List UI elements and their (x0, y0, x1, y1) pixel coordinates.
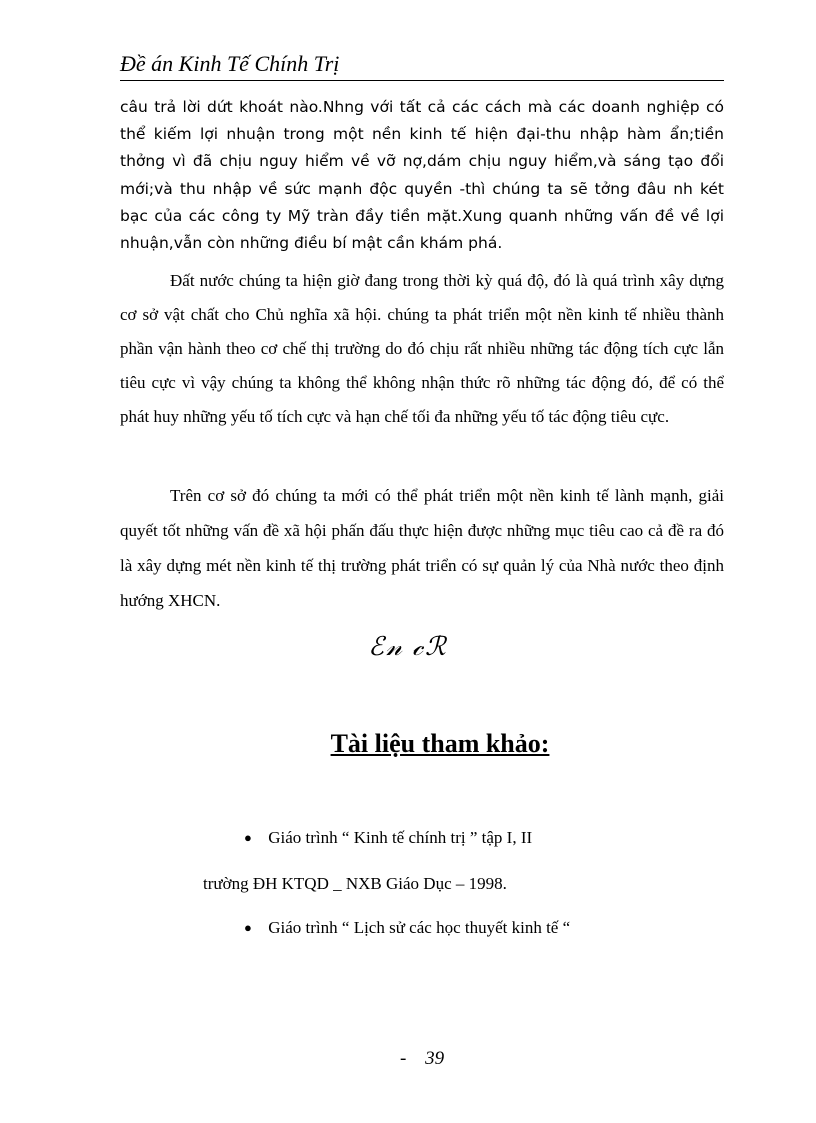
reference-item-2 (244, 916, 570, 940)
paragraph-2: Đất nước chúng ta hiện giờ đang trong thời kỳ quá độ, đó là quá trình xây dựng cơ sở vật chất cho Chủ nghĩa xã hội. chúng ta phát triển một nền kinh tế nhiều thành phần vận hành theo cơ chế thị trường do đó chịu rất nhiều những tác động tích cực lẫn tiêu cực vì vậy chúng ta không thể không nhận thức rõ những tác động đó, để có thể phát huy những yếu tố tích cực và hạn chế tối đa những yếu tố tác động tiêu cực. (120, 271, 724, 426)
header-title: Đề án Kinh Tế Chính Trị (120, 51, 340, 76)
paragraph-3: Trên cơ sở đó chúng ta mới có thể phát triển một nền kinh tế lành mạnh, giải quyết tốt những vấn đề xã hội phấn đấu thực hiện được những mục tiêu cao cả đề ra đó là xây dựng mét nền kinh tế thị trường phát triển có sự quản lý của Nhà nước theo định hướng XHCN. (120, 486, 724, 610)
bullet-icon: ● (244, 920, 252, 935)
ornament-divider: ℰ𝓃 𝒸ℛ (368, 632, 448, 661)
reference-2-title: Giáo trình “ Lịch sử các học thuyết kinh tế “ (268, 918, 571, 937)
references-title: Tài liệu tham khảo: (330, 729, 550, 758)
paragraph-1: câu trả lời dứt khoát nào.Nhng với tất cả các cách mà các doanh nghiệp có thể kiếm lợi nhuận trong một nền kinh tế hiện đại-thu nhập hàm ẩn;tiền thởng vì đã chịu nguy hiểm về vỡ nợ,dám chịu nguy hiểm,và sáng tạo đổi mới;và thu nhập về sức mạnh độc quyền -thì chúng ta sẽ tởng đâu nh két bạc của các công ty Mỹ tràn đầy tiền mặt.Xung quanh những vấn đề về lợi nhuận,vẫn còn những điều bí mật cần khám phá. (120, 98, 724, 253)
reference-1-title: Giáo trình “ Kinh tế chính trị ” tập I, II (268, 828, 533, 847)
bullet-icon: ● (244, 830, 252, 845)
footer-dash: - (400, 1048, 407, 1069)
page-number: 39 (425, 1048, 445, 1069)
reference-item-1 (244, 826, 532, 850)
page-header (120, 50, 724, 81)
reference-item-1-source: trường ĐH KTQD _ NXB Giáo Dục – 1998. (203, 874, 507, 893)
page-footer (400, 1048, 444, 1070)
